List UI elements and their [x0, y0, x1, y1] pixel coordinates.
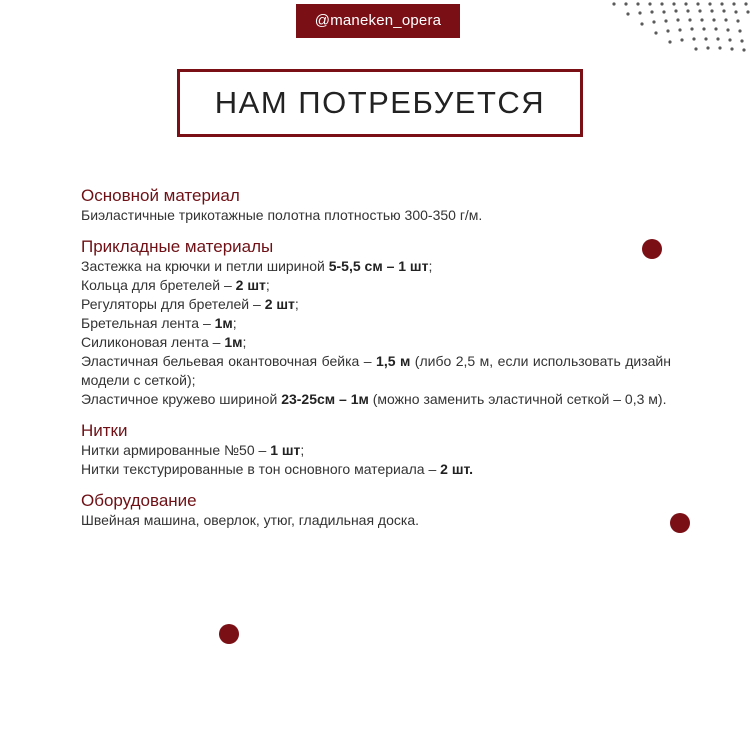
- decorative-dot: [670, 513, 690, 533]
- section-equipment: [81, 491, 671, 530]
- list-item: Застежка на крючки и петли шириной 5-5,5 см – 1 шт;: [81, 258, 433, 274]
- list-item: Нитки армированные №50 – 1 шт;: [81, 442, 305, 458]
- page-title: НАМ ПОТРЕБУЕТСЯ: [214, 85, 546, 120]
- decorative-dot: [219, 624, 239, 644]
- section-title: Прикладные материалы: [81, 237, 274, 256]
- title-box: [177, 69, 583, 137]
- section-title: Основной материал: [81, 186, 240, 205]
- section-applied-materials: [81, 237, 671, 409]
- list-item: Силиконовая лента – 1м;: [81, 334, 247, 350]
- decorative-dot: [642, 239, 662, 259]
- content: [81, 186, 671, 542]
- section-threads: [81, 421, 671, 479]
- section-main-material: [81, 186, 671, 225]
- section-title: Нитки: [81, 421, 128, 440]
- list-item: Кольца для бретелей – 2 шт;: [81, 277, 270, 293]
- section-text: Биэластичные трикотажные полотна плотностью 300-350 г/м.: [81, 207, 483, 223]
- list-item: Нитки текстурированные в тон основного материала – 2 шт.: [81, 461, 474, 477]
- list-item: Бретельная лента – 1м;: [81, 315, 237, 331]
- section-text: Швейная машина, оверлок, утюг, гладильная доска.: [81, 512, 419, 528]
- section-title: Оборудование: [81, 491, 197, 510]
- handle-badge: @maneken_opera: [296, 4, 460, 38]
- list-item: Эластичная бельевая окантовочная бейка – 1,5 м (либо 2,5 м, если использовать дизайн модели с сеткой);: [81, 353, 671, 388]
- dots-pattern-decoration: [600, 0, 750, 55]
- list-item: Эластичное кружево шириной 23-25см – 1м (можно заменить эластичной сеткой – 0,3 м).: [81, 391, 667, 407]
- list-item: Регуляторы для бретелей – 2 шт;: [81, 296, 299, 312]
